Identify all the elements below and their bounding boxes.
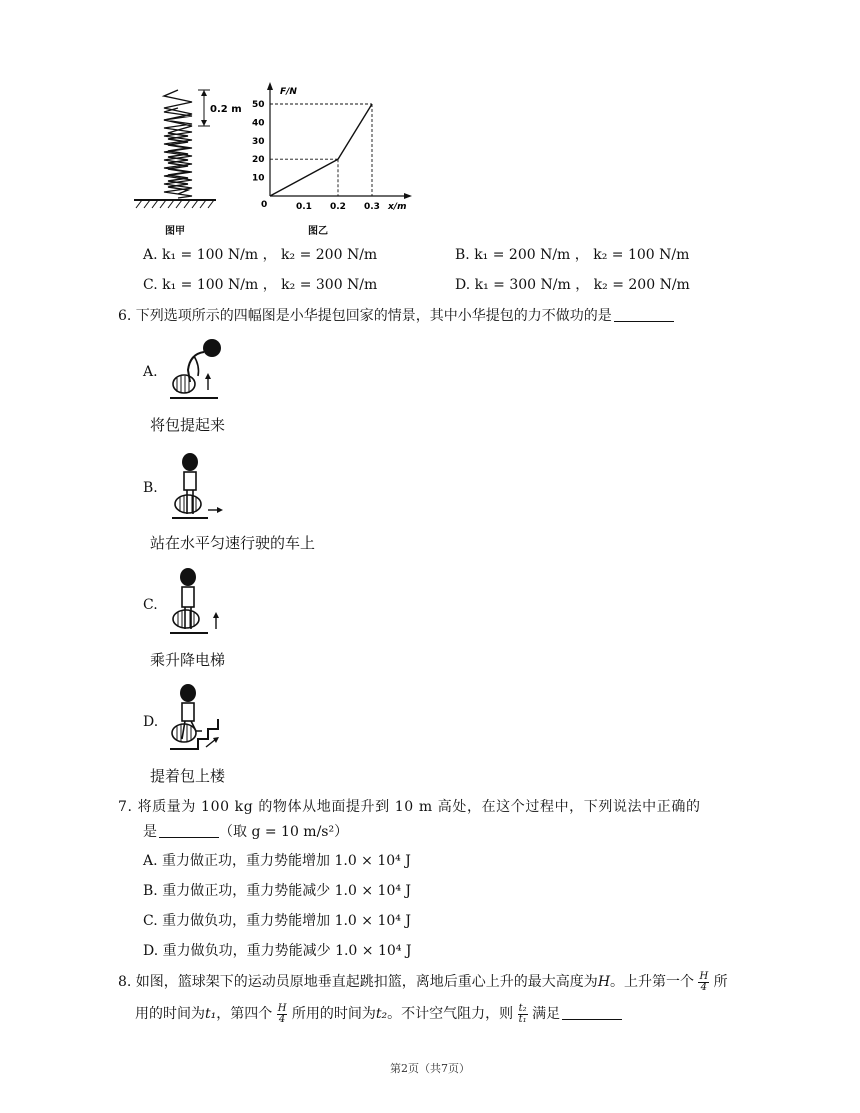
q6-option-c-caption: 乘升降电梯: [150, 651, 226, 669]
q6-stem-text: 6. 下列选项所示的四幅图是小华提包回家的情景，其中小华提包的力不做功的是: [118, 308, 612, 324]
q7-option-a[interactable]: A. 重力做正功，重力势能增加 1.0 × 10⁴ J: [143, 853, 411, 869]
q6-stem: [118, 306, 674, 326]
origin-label: 0: [261, 200, 268, 210]
q8-text-2c: 所用的时间为: [291, 1006, 376, 1022]
q7-stem-prefix: 是: [143, 824, 157, 840]
data-segment: [338, 104, 372, 159]
q7-option-b[interactable]: B. 重力做正功，重力势能减少 1.0 × 10⁴ J: [143, 883, 412, 899]
q6-answer-blank[interactable]: [614, 307, 674, 322]
y-tick-label: 30: [252, 136, 265, 147]
y-tick-label: 10: [252, 173, 265, 184]
q8-text-2d: 。不计空气阻力，则: [387, 1006, 514, 1022]
page-footer: 第2页（共7页）: [390, 1062, 470, 1075]
y-tick-label: 40: [252, 118, 265, 129]
q8-text-1b: 。上升第一个: [610, 974, 695, 990]
figure-yi-caption: 图乙: [308, 226, 328, 237]
q6-option-c-letter[interactable]: C.: [143, 597, 158, 613]
q8-fraction-h4-second: $\frac{H}{4}$: [277, 1002, 287, 1025]
y-tick-label: 50: [252, 100, 265, 110]
q7-option-d[interactable]: D. 重力做负功，重力势能减少 1.0 × 10⁴ J: [143, 943, 412, 959]
figure-graph: [250, 78, 420, 218]
q8-answer-blank[interactable]: [562, 1005, 622, 1020]
q8-text-1a: 8. 如图，篮球架下的运动员原地垂直起跳扣篮，离地后重心上升的最大高度为: [118, 974, 598, 990]
q8-fraction-h4: $\frac{H}{4}$: [699, 970, 709, 993]
y-axis-label: F/N: [280, 87, 297, 97]
q5-option-b[interactable]: B. k₁ = 200 N/m ， k₂ = 100 N/m: [455, 247, 690, 263]
figure-spring: [130, 82, 250, 212]
q6-option-c-image[interactable]: [168, 567, 228, 643]
x-tick-label: 0.1: [296, 202, 312, 212]
q8-stem-line2: [135, 1002, 622, 1026]
q6-option-d-caption: 提着包上楼: [150, 767, 226, 785]
q8-text-2e: 满足: [532, 1006, 561, 1022]
q6-option-d-letter[interactable]: D.: [143, 714, 159, 730]
figure-jia-caption: 图甲: [165, 226, 185, 237]
q6-option-b-image[interactable]: [168, 452, 228, 528]
q5-option-d[interactable]: D. k₁ = 300 N/m ， k₂ = 200 N/m: [455, 277, 690, 293]
y-tick-label: 20: [252, 155, 265, 166]
person-lifting-bag-icon: [168, 336, 228, 404]
q7-answer-blank[interactable]: [159, 823, 219, 838]
data-segment: [270, 159, 338, 196]
q7-stem-line1: 7. 将质量为 100 kg 的物体从地面提升到 10 m 高处，在这个过程中，下列说法中正确的: [118, 799, 701, 815]
q6-option-b-caption: 站在水平匀速行驶的车上: [150, 534, 316, 552]
q5-option-a[interactable]: A. k₁ = 100 N/m ， k₂ = 200 N/m: [143, 247, 378, 263]
q8-t2: t₂: [375, 1006, 388, 1022]
x-axis-label: x/m: [388, 202, 407, 212]
x-tick-label: 0.2: [330, 202, 346, 212]
person-on-vehicle-icon: [168, 452, 228, 524]
q6-option-a-letter[interactable]: A.: [143, 364, 158, 380]
q8-H: H: [597, 974, 611, 990]
q8-text-2b: ，第四个: [216, 1006, 273, 1022]
person-climbing-stairs-icon: [168, 683, 228, 755]
q7-stem-suffix: （取 g = 10 m/s²）: [219, 824, 349, 840]
q5-option-c[interactable]: C. k₁ = 100 N/m ， k₂ = 300 N/m: [143, 277, 378, 293]
q8-stem-line1: [118, 970, 728, 994]
q6-option-d-image[interactable]: [168, 683, 228, 759]
q7-option-c[interactable]: C. 重力做负功，重力势能增加 1.0 × 10⁴ J: [143, 913, 411, 929]
q8-text-2a: 用的时间为: [135, 1006, 205, 1022]
q8-text-1c: 所: [713, 974, 728, 990]
force-displacement-graph: [250, 78, 420, 218]
q8-t1: t₁: [205, 1006, 217, 1022]
q6-option-a-caption: 将包提起来: [150, 416, 226, 434]
x-tick-label: 0.3: [364, 202, 380, 212]
person-in-elevator-icon: [168, 567, 228, 639]
q7-stem-line2: [143, 822, 348, 842]
spring-illustration: [130, 82, 250, 212]
q8-fraction-ratio: $\frac{\text{t₂}}{\text{t₁}}$: [518, 1002, 527, 1025]
spring-length-label: 0.2 m: [210, 104, 242, 115]
q6-option-a-image[interactable]: [168, 336, 228, 408]
q6-option-b-letter[interactable]: B.: [143, 480, 158, 496]
